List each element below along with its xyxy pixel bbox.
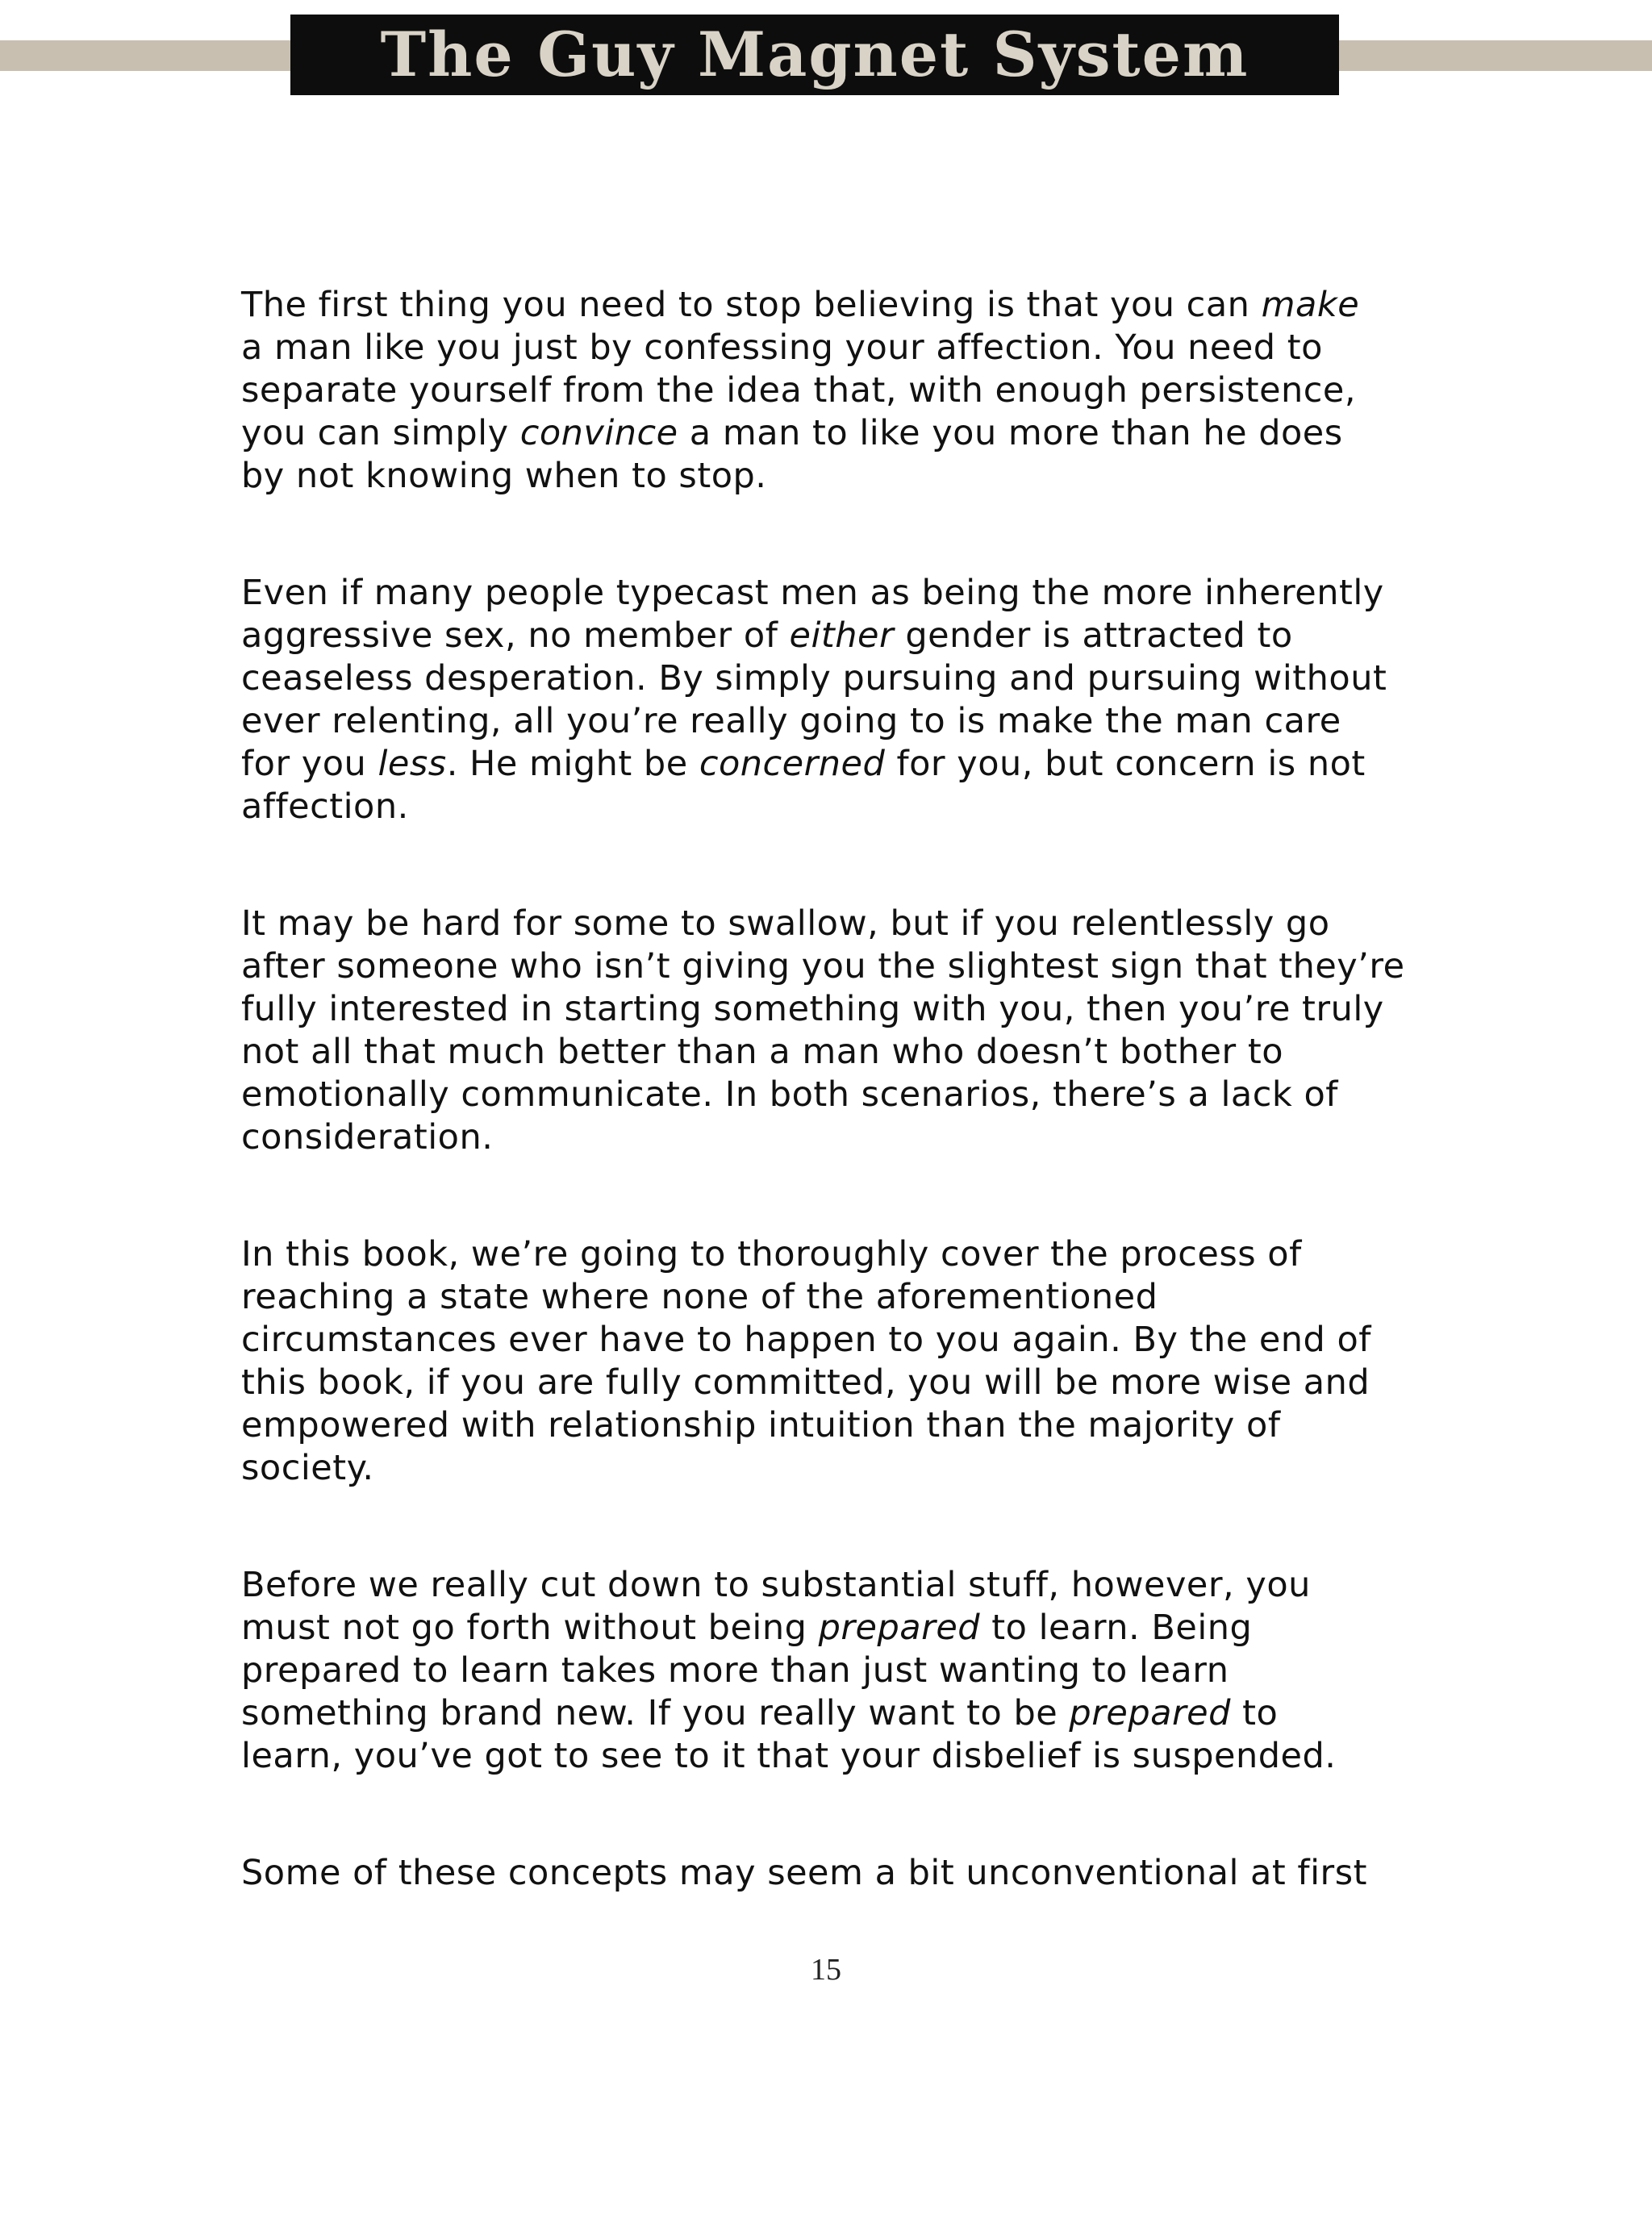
text-run: aggressive sex, no member of xyxy=(241,615,790,656)
text-line xyxy=(241,369,1419,412)
paragraph xyxy=(241,903,1419,1159)
text-run: fully interested in starting something with you, then you’re truly xyxy=(241,989,1384,1029)
text-run: emotionally communicate. In both scenarios, there’s a lack of xyxy=(241,1074,1338,1115)
text-run: . He might be xyxy=(446,744,699,784)
emphasis-text: prepared xyxy=(1069,1693,1231,1733)
paragraph xyxy=(241,572,1419,828)
text-run: must not go forth without being xyxy=(241,1608,819,1648)
text-run: It may be hard for some to swallow, but if you relentlessly go xyxy=(241,903,1330,944)
text-run: by not knowing when to stop. xyxy=(241,456,767,496)
paragraph xyxy=(241,1852,1419,1895)
text-run: a man like you just by confessing your affection. You need to xyxy=(241,327,1323,368)
emphasis-text: less xyxy=(378,744,447,784)
text-run: The first thing you need to stop believing is that you can xyxy=(241,285,1262,325)
text-run: you can simply xyxy=(241,413,520,453)
text-run: not all that much better than a man who doesn’t bother to xyxy=(241,1032,1284,1072)
text-run: a man to like you more than he does xyxy=(678,413,1343,453)
text-line xyxy=(241,1852,1419,1895)
text-line xyxy=(241,1447,1419,1490)
text-line xyxy=(241,945,1419,988)
text-run: separate yourself from the idea that, with enough persistence, xyxy=(241,370,1357,411)
text-run: after someone who isn’t giving you the slightest sign that they’re xyxy=(241,946,1405,986)
page-number: 15 xyxy=(811,1953,841,1987)
text-line xyxy=(241,1650,1419,1692)
header-banner xyxy=(290,15,1339,95)
paragraph xyxy=(241,1233,1419,1490)
text-run: gender is attracted to xyxy=(894,615,1293,656)
text-run: reaching a state where none of the aforementioned xyxy=(241,1277,1158,1317)
text-line xyxy=(241,1362,1419,1404)
emphasis-text: make xyxy=(1261,285,1360,325)
text-line xyxy=(241,327,1419,369)
text-line xyxy=(241,1735,1419,1778)
text-run: this book, if you are fully committed, you will be more wise and xyxy=(241,1362,1370,1403)
text-line xyxy=(241,786,1419,828)
text-run: for you xyxy=(241,744,378,784)
text-line xyxy=(241,1404,1419,1447)
text-line xyxy=(241,657,1419,700)
text-run: circumstances ever have to happen to you again. By the end of xyxy=(241,1320,1371,1360)
text-run: for you, but concern is not xyxy=(885,744,1366,784)
text-run: something brand new. If you really want to be xyxy=(241,1693,1070,1733)
text-line xyxy=(241,743,1419,786)
text-line xyxy=(241,412,1419,455)
text-line xyxy=(241,1233,1419,1276)
text-line xyxy=(241,284,1419,327)
text-line xyxy=(241,455,1419,498)
text-run: Before we really cut down to substantial stuff, however, you xyxy=(241,1565,1311,1605)
text-line xyxy=(241,1692,1419,1735)
text-run: In this book, we’re going to thoroughly cover the process of xyxy=(241,1234,1302,1274)
text-line xyxy=(241,1031,1419,1074)
text-run: prepared to learn takes more than just wanting to learn xyxy=(241,1650,1229,1691)
text-line xyxy=(241,903,1419,945)
text-line xyxy=(241,1319,1419,1362)
emphasis-text: either xyxy=(789,615,895,656)
text-run: affection. xyxy=(241,786,409,827)
emphasis-text: convince xyxy=(519,413,678,453)
text-line xyxy=(241,988,1419,1031)
body-text xyxy=(241,284,1419,1969)
text-run: Some of these concepts may seem a bit unconventional at first xyxy=(241,1853,1367,1893)
text-run: ceaseless desperation. By simply pursuing and pursuing without xyxy=(241,658,1387,699)
text-line xyxy=(241,1116,1419,1159)
text-run: ever relenting, all you’re really going to is make the man care xyxy=(241,701,1341,741)
text-line xyxy=(241,1276,1419,1319)
header-title: The Guy Magnet System xyxy=(380,19,1249,90)
text-run: consideration. xyxy=(241,1117,494,1157)
text-line xyxy=(241,1074,1419,1116)
emphasis-text: concerned xyxy=(699,744,886,784)
text-run: to learn. Being xyxy=(980,1608,1253,1648)
text-line xyxy=(241,700,1419,743)
text-run: empowered with relationship intuition than the majority of xyxy=(241,1405,1281,1445)
text-line xyxy=(241,615,1419,657)
text-run: society. xyxy=(241,1448,374,1488)
paragraph xyxy=(241,284,1419,498)
text-line xyxy=(241,1564,1419,1607)
text-run: Even if many people typecast men as being the more inherently xyxy=(241,573,1384,613)
text-line xyxy=(241,572,1419,615)
emphasis-text: prepared xyxy=(818,1608,981,1648)
text-run: learn, you’ve got to see to it that your disbelief is suspended. xyxy=(241,1736,1337,1776)
text-run: to xyxy=(1230,1693,1279,1733)
text-line xyxy=(241,1607,1419,1650)
paragraph xyxy=(241,1564,1419,1778)
